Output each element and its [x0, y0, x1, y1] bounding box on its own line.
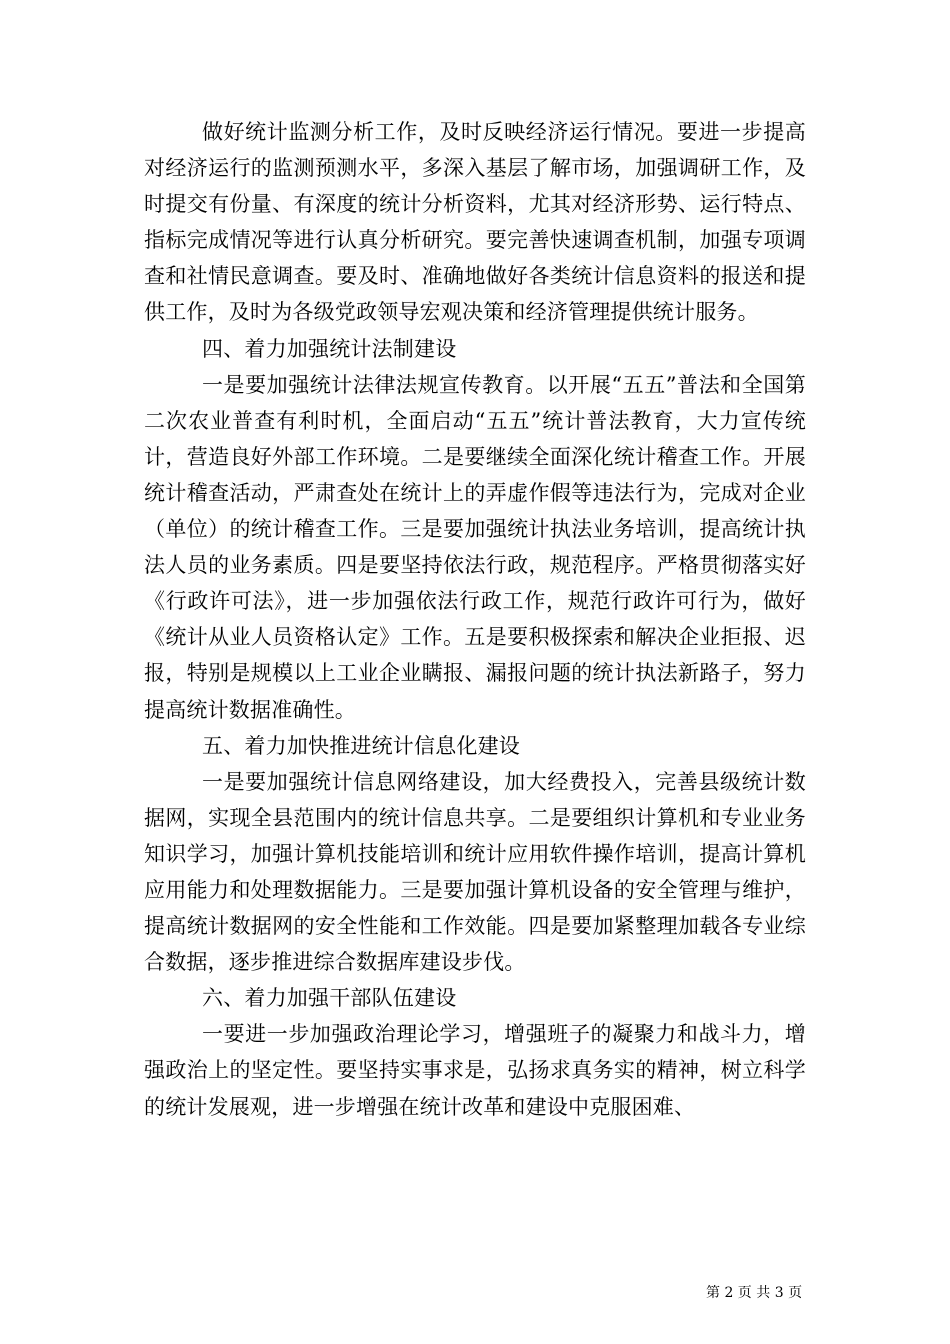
section-heading-informatization: 五、着力加快推进统计信息化建设 [202, 733, 520, 758]
section-heading-legal-system: 四、着力加强统计法制建设 [202, 336, 457, 361]
paragraph-legal-system: 一是要加强统计法律法规宣传教育。以开展“五五”普法和全国第二次农业普查有利时机，全面启动“五五”统计普法教育，大力宣传统计，营造良好外部工作环境。二是要继续全面深化统计稽查工作。开展统计稽查活动，严肃查处在统计上的弄虚作假等违法行为，完成对企业（单位）的统计稽查工作。三是要加强统计执法业务培训，提高统计执法人员的业务素质。四是要坚持依法行政，规范程序。严格贯彻落实好《行政许可法》，进一步加强依法行政工作，规范行政许可行为，做好《统计从业人员资格认定》工作。五是要积极探索和解决企业拒报、迟报，特别是规模以上工业企业瞒报、漏报问题的统计执法新路子，努力提高统计数据准确性。 [144, 372, 806, 722]
page-number-footer: 第 2 页 共 3 页 [706, 1285, 803, 1301]
paragraph-informatization: 一是要加强统计信息网络建设，加大经费投入，完善县级统计数据网，实现全县范围内的统计信息共享。二是要组织计算机和专业业务知识学习，加强计算机技能培训和统计应用软件操作培训，提高计算机应用能力和处理数据能力。三是要加强计算机设备的安全管理与维护，提高统计数据网的安全性能和工作效能。四是要加紧整理加载各专业综合数据，逐步推进综合数据库建设步伐。 [144, 769, 806, 975]
document-body [144, 114, 806, 1125]
section-heading-cadre-team: 六、着力加强干部队伍建设 [202, 986, 457, 1011]
paragraph-statistical-monitoring: 做好统计监测分析工作，及时反映经济运行情况。要进一步提高对经济运行的监测预测水平，多深入基层了解市场，加强调研工作，及时提交有份量、有深度的统计分析资料，尤其对经济形势、运行特点、指标完成情况等进行认真分析研究。要完善快速调查机制，加强专项调查和社情民意调查。要及时、准确地做好各类统计信息资料的报送和提供工作，及时为各级党政领导宏观决策和经济管理提供统计服务。 [144, 120, 806, 325]
paragraph-cadre-team: 一要进一步加强政治理论学习，增强班子的凝聚力和战斗力，增强政治上的坚定性。要坚持实事求是，弘扬求真务实的精神，树立科学的统计发展观，进一步增强在统计改革和建设中克服困难、 [144, 1022, 806, 1119]
